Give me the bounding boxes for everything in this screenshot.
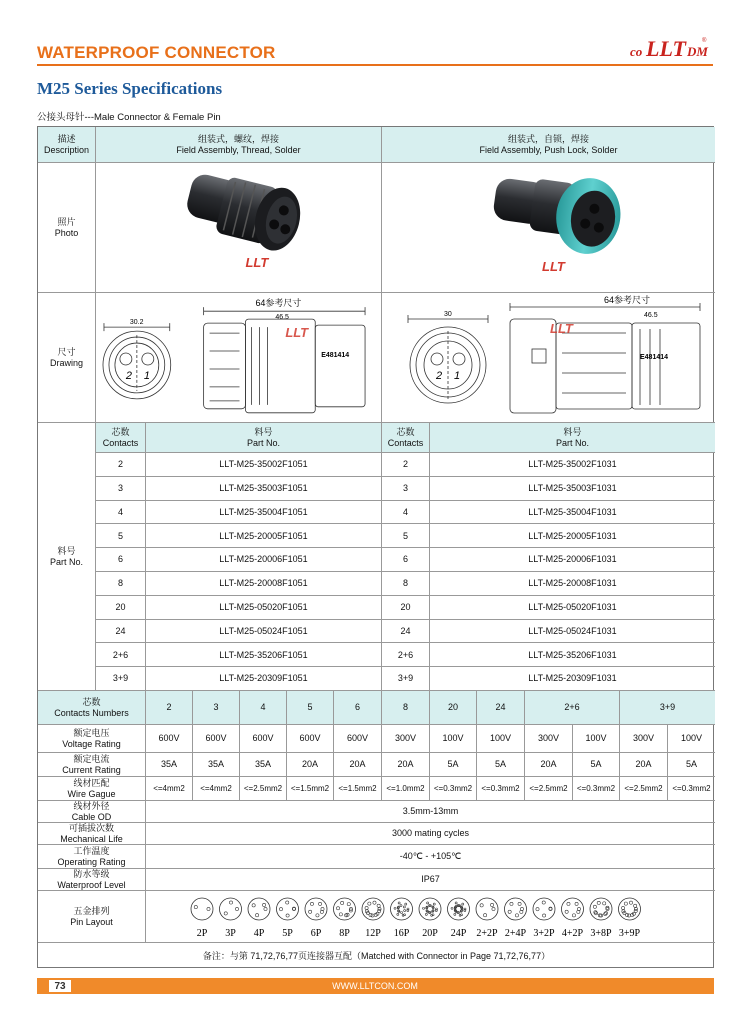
- left-variant-cn: 组装式，螺纹，焊接: [197, 134, 279, 145]
- spec-contacts-en: Contacts Numbers: [54, 707, 129, 718]
- spec-current-value: 20A: [287, 753, 334, 777]
- table-row-contacts-right: 2+6: [382, 643, 430, 667]
- pin-layout-8p: [334, 898, 356, 939]
- spec-voltage-value: 600V: [240, 725, 287, 753]
- spec-wire-value: <=1.5mm2: [287, 777, 334, 801]
- matching-note: 备注：与第 71,72,76,77页连接器互配（Matched with Connector in Page 71,72,76,77）: [202, 950, 551, 961]
- spec-wire-value: <=2.5mm2: [620, 777, 668, 801]
- header-title: WATERPROOF CONNECTOR: [37, 43, 276, 62]
- table-row-contacts-right: 8: [382, 572, 430, 596]
- table-row-left-partno: LLT-M25-20309F1051: [146, 667, 382, 691]
- spec-contacts-value: 6: [334, 691, 382, 725]
- table-row-contacts: 6: [96, 548, 146, 572]
- spec-wire-value: <=0.3mm2: [477, 777, 525, 801]
- spec-voltage-value: 600V: [146, 725, 193, 753]
- right-side-dim: 64参考尺寸: [604, 294, 651, 305]
- spec-voltage-value: 300V: [382, 725, 430, 753]
- spec-voltage-value: 300V: [620, 725, 668, 753]
- spec-mech-cn: 可插拔次数: [68, 823, 114, 834]
- spec-wire-value: <=4mm2: [193, 777, 240, 801]
- right-variant-en: Field Assembly, Push Lock, Solder: [479, 144, 618, 155]
- table-row-left-partno: LLT-M25-35004F1051: [146, 501, 382, 525]
- spec-voltage-value: 100V: [430, 725, 477, 753]
- spec-current-value: 20A: [334, 753, 382, 777]
- spec-table: [37, 126, 714, 968]
- partno-label-cn: 料号: [57, 546, 76, 557]
- thread-drawing: [96, 293, 382, 423]
- left-variant-en: Field Assembly, Thread, Solder: [176, 144, 301, 155]
- right-partno-en: Part No.: [555, 437, 589, 448]
- thread-connector-image: [96, 163, 381, 293]
- table-row-left-partno: LLT-M25-20008F1051: [146, 572, 382, 596]
- pin-layout-label: 5P: [282, 928, 293, 939]
- table-row-contacts: 3+9: [96, 667, 146, 691]
- pushlock-dimension-drawing: [382, 293, 715, 423]
- spec-voltage-value: 100V: [477, 725, 525, 753]
- left-contacts-cn: 芯数: [111, 427, 130, 438]
- right-contacts-header: [382, 423, 430, 453]
- table-row-contacts-right: 2: [382, 453, 430, 477]
- spec-pinlayout-value: [146, 891, 715, 943]
- pin-layout-3-plus-2p: [533, 898, 555, 939]
- spec-contacts-value: 8: [382, 691, 430, 725]
- spec-current-cn: 额定电流: [73, 754, 110, 765]
- pin-layout-label: 3+8P: [590, 928, 612, 939]
- table-row-right-partno: LLT-M25-20005F1031: [430, 524, 715, 548]
- spec-contacts-value: 3: [193, 691, 240, 725]
- pin-layout-4p: [248, 898, 270, 939]
- table-row-right-partno: LLT-M25-05020F1031: [430, 596, 715, 620]
- pin-layout-24p: [448, 898, 470, 939]
- left-front-dim: 30.2: [129, 318, 144, 326]
- spec-current-value: 35A: [193, 753, 240, 777]
- table-row-right-partno: LLT-M25-20309F1031: [430, 667, 715, 691]
- left-partno-en: Part No.: [246, 437, 280, 448]
- spec-voltage-cn: 额定电压: [73, 728, 110, 739]
- table-row-contacts-right: 3: [382, 477, 430, 501]
- section-subtitle: 公接头母针---Male Connector & Female Pin: [37, 112, 221, 123]
- table-row-contacts-right: 3+9: [382, 667, 430, 691]
- left-cert-mark: E481414: [321, 351, 350, 359]
- left-side-subdim: 46.5: [275, 313, 289, 321]
- table-row-contacts: 20: [96, 596, 146, 620]
- spec-voltage-value: 300V: [525, 725, 573, 753]
- left-variant-header: [96, 127, 382, 163]
- spec-pinlayout-cn: 五金排列: [73, 906, 110, 917]
- pin-layout-label: 2+4P: [504, 928, 527, 939]
- spec-wire-value: <=0.3mm2: [668, 777, 715, 801]
- right-partno-header: [430, 423, 715, 453]
- spec-current-value: 35A: [146, 753, 193, 777]
- pin-layout-2-plus-4p: [505, 898, 527, 939]
- series-title: M25 Series Specifications: [37, 79, 223, 98]
- table-row-right-partno: LLT-M25-20008F1031: [430, 572, 715, 596]
- photo-label: [38, 163, 96, 293]
- photo-label-cn: 照片: [57, 217, 76, 228]
- spec-contacts-value: 24: [477, 691, 525, 725]
- thread-dimension-drawing: [96, 293, 381, 423]
- table-row-right-partno: LLT-M25-05024F1031: [430, 620, 715, 644]
- pin-layout-label: 3P: [225, 928, 236, 939]
- pin-layout-diagrams: [146, 891, 715, 943]
- pin-layout-3-plus-8p: [590, 898, 612, 939]
- pin-layout-3-plus-9p: [619, 898, 641, 939]
- table-row-left-partno: LLT-M25-20005F1051: [146, 524, 382, 548]
- table-row-left-partno: LLT-M25-05020F1051: [146, 596, 382, 620]
- table-row-right-partno: LLT-M25-20006F1031: [430, 548, 715, 572]
- pin-layout-label: 3+2P: [533, 928, 555, 939]
- desc-header-cn: 描述: [57, 134, 76, 145]
- pin-layout-label: 24P: [450, 928, 467, 939]
- pin-label-a: 2: [125, 369, 132, 382]
- right-cert-mark: E481414: [640, 353, 669, 361]
- spec-temp-en: Operating Rating: [57, 856, 126, 867]
- table-row-contacts-right: 24: [382, 620, 430, 644]
- right-partno-cn: 料号: [563, 427, 582, 438]
- table-row-contacts: 2: [96, 453, 146, 477]
- right-variant-header: [382, 127, 715, 163]
- left-contacts-header: [96, 423, 146, 453]
- right-variant-cn: 组装式，自锁，焊接: [507, 134, 589, 145]
- spec-waterproof-value: IP67: [146, 869, 715, 891]
- pushlock-connector-image: [382, 163, 715, 293]
- table-row-left-partno: LLT-M25-35002F1051: [146, 453, 382, 477]
- spec-current-value: 20A: [525, 753, 573, 777]
- spec-current-value: 5A: [477, 753, 525, 777]
- spec-pinlayout-en: Pin Layout: [70, 916, 113, 927]
- spec-cable-value: 3.5mm-13mm: [146, 801, 715, 823]
- pin-label-b: 1: [143, 369, 150, 382]
- spec-voltage-value: 600V: [287, 725, 334, 753]
- drawing-label-en: Drawing: [49, 357, 83, 368]
- spec-wire-value: <=1.0mm2: [382, 777, 430, 801]
- spec-waterproof-cn: 防水等级: [73, 869, 110, 880]
- spec-contacts-value: 2+6: [525, 691, 620, 725]
- spec-wire-cn: 线材匹配: [73, 778, 110, 789]
- spec-pinlayout-label: [38, 891, 146, 943]
- table-row-contacts: 4: [96, 501, 146, 525]
- table-row-left-partno: LLT-M25-05024F1051: [146, 620, 382, 644]
- table-row-left-partno: LLT-M25-20006F1051: [146, 548, 382, 572]
- pin-layout-label: 8P: [339, 928, 350, 939]
- partno-label-en: Part No.: [49, 556, 83, 567]
- spec-cable-label: [38, 801, 146, 823]
- table-row-contacts: 5: [96, 524, 146, 548]
- pin-layout-5p: [277, 898, 299, 939]
- left-partno-cn: 料号: [254, 427, 273, 438]
- spec-temp-cn: 工作温度: [73, 846, 110, 857]
- pin-layout-label: 2P: [196, 928, 208, 939]
- spec-wire-en: Wire Gague: [67, 788, 116, 799]
- table-row-contacts-right: 20: [382, 596, 430, 620]
- header-rule: [37, 64, 713, 66]
- pin-layout-16p: [391, 898, 413, 939]
- spec-current-value: 20A: [382, 753, 430, 777]
- partno-label: [38, 423, 96, 691]
- spec-contacts-label: [38, 691, 146, 725]
- pin-layout-label: 16P: [393, 928, 410, 939]
- spec-wire-value: <=2.5mm2: [525, 777, 573, 801]
- left-partno-header: [146, 423, 382, 453]
- spec-current-value: 5A: [668, 753, 715, 777]
- llt-logo: [628, 34, 710, 62]
- spec-voltage-value: 600V: [193, 725, 240, 753]
- right-side-subdim: 46.5: [644, 311, 658, 319]
- spec-current-value: 5A: [430, 753, 477, 777]
- spec-wire-value: <=0.3mm2: [573, 777, 620, 801]
- svg-text:DM: DM: [687, 44, 708, 59]
- spec-voltage-value: 100V: [668, 725, 715, 753]
- spec-wire-value: <=2.5mm2: [240, 777, 287, 801]
- spec-wire-value: <=0.3mm2: [430, 777, 477, 801]
- table-row-contacts: 24: [96, 620, 146, 644]
- pin-layout-label: 2+2P: [476, 928, 498, 939]
- spec-current-value: 5A: [573, 753, 620, 777]
- spec-cable-en: Cable OD: [71, 811, 112, 822]
- pushlock-connector-photo: [382, 163, 715, 293]
- photo-watermark: LLT: [245, 254, 269, 270]
- partno-rows: [96, 453, 715, 691]
- right-front-dim: 30: [444, 310, 452, 318]
- pin-layout-label: 3+9P: [618, 928, 641, 939]
- spec-contacts-value: 4: [240, 691, 287, 725]
- spec-contacts-cn: 芯数: [82, 697, 101, 708]
- spec-voltage-value: 100V: [573, 725, 620, 753]
- spec-contacts-value: 2: [146, 691, 193, 725]
- spec-wire-value: <=1.5mm2: [334, 777, 382, 801]
- spec-temp-label: [38, 845, 146, 869]
- pin-label-b-right: 1: [454, 369, 461, 382]
- spec-temp-value: -40℃ - +105℃: [146, 845, 715, 869]
- pin-layout-12p: [362, 898, 384, 939]
- spec-wire-value: <=4mm2: [146, 777, 193, 801]
- photo-watermark-right: LLT: [542, 258, 565, 274]
- desc-header-en: Description: [43, 144, 90, 155]
- pin-layout-20p: [419, 898, 441, 939]
- table-row-contacts-right: 6: [382, 548, 430, 572]
- table-row-right-partno: LLT-M25-35003F1031: [430, 477, 715, 501]
- table-row-right-partno: LLT-M25-35206F1031: [430, 643, 715, 667]
- pin-layout-2p: [191, 898, 213, 939]
- pushlock-drawing: [382, 293, 715, 423]
- drawing-watermark-right: LLT: [550, 320, 573, 336]
- spec-mech-value: 3000 mating cycles: [146, 823, 715, 845]
- table-row-left-partno: LLT-M25-35206F1051: [146, 643, 382, 667]
- spec-voltage-en: Voltage Rating: [62, 738, 121, 749]
- pin-layout-4-plus-2p: [562, 898, 584, 939]
- pin-layout-label: 6P: [310, 928, 322, 939]
- spec-voltage-value: 600V: [334, 725, 382, 753]
- pin-label-a-right: 2: [436, 369, 443, 382]
- spec-mech-en: Mechanical Life: [60, 833, 123, 844]
- photo-label-en: Photo: [54, 227, 79, 238]
- spec-current-label: [38, 753, 146, 777]
- table-row-right-partno: LLT-M25-35002F1031: [430, 453, 715, 477]
- svg-text:co: co: [630, 44, 643, 59]
- drawing-watermark: LLT: [285, 324, 309, 340]
- drawing-label-cn: 尺寸: [57, 347, 76, 358]
- thread-connector-photo: [96, 163, 382, 293]
- spec-current-value: 35A: [240, 753, 287, 777]
- right-contacts-cn: 芯数: [396, 427, 415, 438]
- spec-cable-cn: 线材外径: [73, 801, 110, 812]
- right-contacts-en: Contacts: [387, 437, 424, 448]
- pin-layout-label: 4P: [253, 928, 265, 939]
- pin-layout-label: 4+2P: [561, 928, 584, 939]
- pin-layout-label: 20P: [422, 928, 438, 939]
- table-row-contacts-right: 4: [382, 501, 430, 525]
- pin-layout-label: 12P: [365, 928, 381, 939]
- table-row-contacts: 8: [96, 572, 146, 596]
- table-row-contacts: 2+6: [96, 643, 146, 667]
- pin-layout-6p: [305, 898, 327, 939]
- page-number: 73: [47, 978, 73, 994]
- spec-contacts-value: 20: [430, 691, 477, 725]
- desc-header: [38, 127, 96, 163]
- spec-current-en: Current Rating: [62, 764, 121, 775]
- pin-layout-2-plus-2p: [476, 898, 498, 939]
- spec-waterproof-en: Waterproof Level: [57, 879, 126, 890]
- footer-url: WWW.LLTCON.COM: [332, 981, 418, 991]
- table-row-right-partno: LLT-M25-35004F1031: [430, 501, 715, 525]
- spec-voltage-label: [38, 725, 146, 753]
- spec-wire-label: [38, 777, 146, 801]
- drawing-label: [38, 293, 96, 423]
- left-side-dim: 64参考尺寸: [255, 297, 302, 308]
- spec-contacts-value: 5: [287, 691, 334, 725]
- svg-text:LLT: LLT: [646, 36, 686, 61]
- spec-current-value: 20A: [620, 753, 668, 777]
- spec-waterproof-label: [38, 869, 146, 891]
- table-row-contacts: 3: [96, 477, 146, 501]
- left-contacts-en: Contacts: [102, 437, 139, 448]
- spec-contacts-value: 3+9: [620, 691, 715, 725]
- spec-mech-label: [38, 823, 146, 845]
- table-row-contacts-right: 5: [382, 524, 430, 548]
- svg-text:®: ®: [702, 38, 707, 44]
- pin-layout-3p: [220, 898, 242, 939]
- table-row-left-partno: LLT-M25-35003F1051: [146, 477, 382, 501]
